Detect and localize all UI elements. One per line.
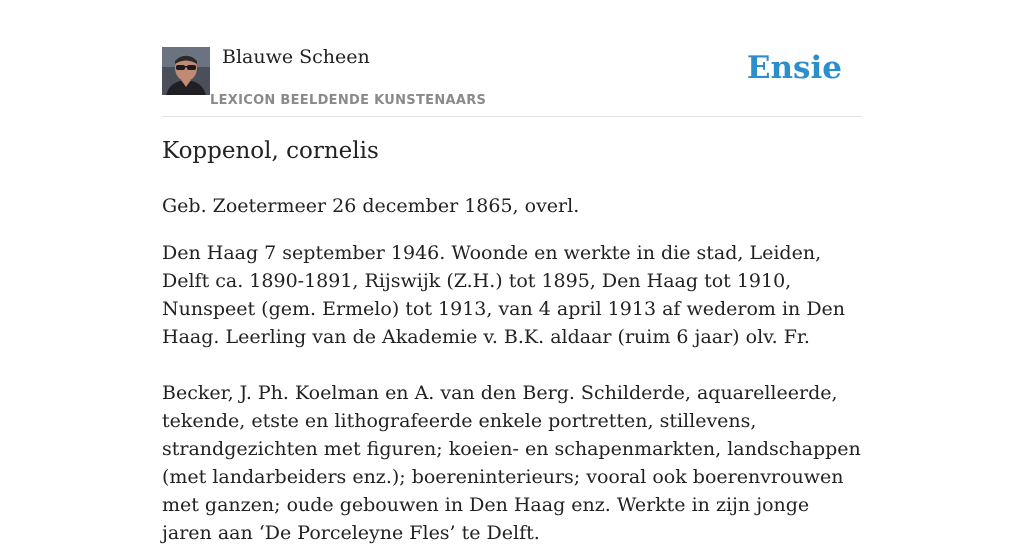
article-paragraph-3: Becker, J. Ph. Koelman en A. van den Berg. Schilderde, aquarelleerde, tekende, etste en lithografeerde enkele portretten, stillevens, strandgezichten met figuren; koeien- en schapenmarkten, landschappen (met landarbeiders enz.); boereninterieurs; vooral ook boerenvrouwen met ganzen; oude gebouwen in Den Haag enz. Werkte in zijn jonge jaren aan ‘De Porceleyne Fles’ te Delft. <box>162 382 861 544</box>
brand-logo[interactable]: Ensie <box>746 50 842 86</box>
article-paragraph-2: Den Haag 7 september 1946. Woonde en werkte in die stad, Leiden, Delft ca. 1890-1891, Rijswijk (Z.H.) tot 1895, Den Haag tot 1910, Nunspeet (gem. Ermelo) tot 1913, van 4 april 1913 af wederom in Den Haag. Leerling van de Akademie v. B.K. aldaar (ruim 6 jaar) olv. Fr. <box>162 242 846 348</box>
article-title: Koppenol, cornelis <box>162 138 379 164</box>
author-avatar[interactable] <box>162 47 210 95</box>
page-header <box>162 0 862 117</box>
section-label[interactable]: LEXICON BEELDENDE KUNSTENAARS <box>210 93 487 108</box>
article-paragraph-1: Geb. Zoetermeer 26 december 1865, overl. <box>162 195 580 217</box>
article-body <box>162 192 862 547</box>
avatar-photo-icon <box>162 47 210 95</box>
author-name[interactable]: Blauwe Scheen <box>222 46 370 68</box>
article-page <box>162 0 862 544</box>
